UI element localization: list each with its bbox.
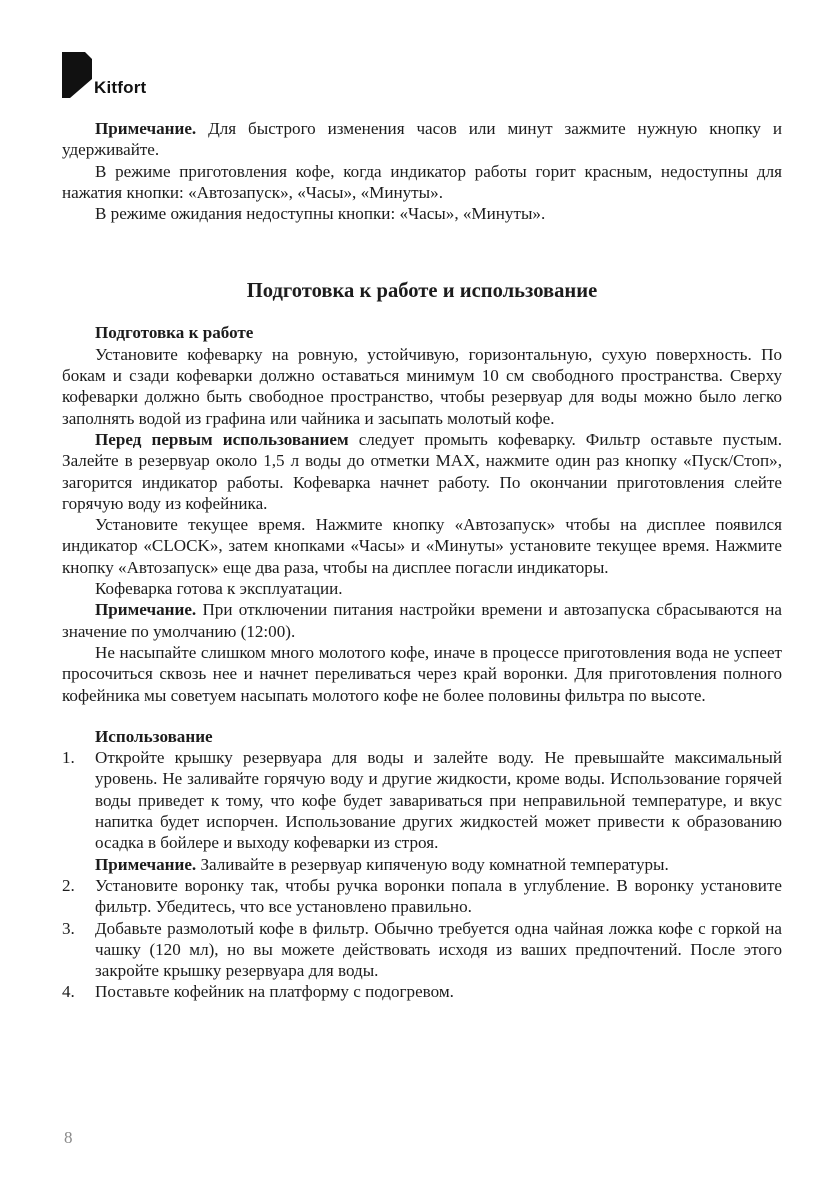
brand-logo — [62, 52, 172, 100]
paragraph: Установите текущее время. Нажмите кнопку «Автозапуск» чтобы на дисплее появился индикатор «CLOCK», затем кнопками «Часы» и «Минуты» установите текущее время. Нажмите кнопку «Автозапуск» еще два раза, чтобы на дисплее погасли индикаторы. — [62, 515, 782, 577]
brand-name: Kitfort — [94, 78, 147, 97]
section-title: Подготовка к работе и использование — [246, 280, 598, 303]
usage-note — [95, 854, 782, 875]
list-item-number: 4. — [62, 982, 75, 1002]
paragraph: Не насыпайте слишком много молотого кофе, иначе в процессе приготовления вода не успеет просочиться сквозь нее и начнет переливаться через край воронки. Для приготовления полного кофейника мы советуем насыпать молотого кофе не более половины фильтра по высоте. — [62, 642, 782, 705]
page-number: 8 — [64, 1128, 73, 1147]
list-item — [62, 918, 782, 982]
list-item-number: 1. — [62, 748, 75, 768]
paragraph-first-use — [62, 429, 782, 514]
subheading-preparation: Подготовка к работе — [95, 323, 254, 343]
prep-note — [62, 599, 782, 642]
list-item — [62, 875, 782, 918]
page-content — [62, 118, 782, 1003]
top-note-text: Для быстрого изменения часов или минут зажмите нужную кнопку и удерживайте. — [62, 119, 782, 160]
usage-note-label: Примечание. — [95, 854, 197, 874]
list-item — [62, 747, 782, 875]
paragraph: В режиме приготовления кофе, когда индикатор работы горит красным, недоступны для нажатия кнопки: «Автозапуск», «Часы», «Минуты». — [62, 161, 782, 202]
list-item-text: Добавьте размолотый кофе в фильтр. Обычно требуется одна чайная ложка кофе с горкой на чашку (120 мл), но вы можете действовать исходя из ваших предпочтений. После этого закройте крышку резервуара для воды. — [95, 918, 782, 981]
top-note-label: Примечание. — [95, 119, 197, 138]
prep-note-text: При отключении питания настройки времени и автозапуска сбрасываются на значение по умолчанию (12:00). — [62, 600, 782, 641]
kitfort-logo-mark-icon — [62, 52, 92, 98]
list-item-number: 2. — [62, 875, 75, 895]
subheading-usage: Использование — [95, 726, 213, 746]
list-item-number: 3. — [62, 918, 75, 938]
usage-steps-list — [62, 747, 782, 1003]
list-item-text: Откройте крышку резервуара для воды и залейте воду. Не превышайте максимальный уровень. Не заливайте горячую воду и другие жидкости, кроме воды. Использование горячей воды приведет к тому, что кофе будет завариваться при неправильной температуре, и вкус напитка будет испорчен. Использование других жидкостей может привести к образованию осадка в бойлере и выходу кофеварки из строя. — [95, 748, 782, 853]
first-use-label: Перед первым использованием — [95, 429, 349, 449]
list-item — [62, 981, 782, 1002]
list-item-text: Установите воронку так, чтобы ручка воронки попала в углубление. В воронку установите фильтр. Убедитесь, что все установлено правильно. — [95, 875, 782, 917]
usage-note-text: Заливайте в резервуар кипяченую воду комнатной температуры. — [196, 854, 669, 874]
list-item-text: Поставьте кофейник на платформу с подогревом. — [95, 982, 454, 1002]
paragraph: В режиме ожидания недоступны кнопки: «Часы», «Минуты». — [95, 204, 546, 224]
prep-note-label: Примечание. — [95, 600, 197, 620]
first-use-text: следует промыть кофеварку. Фильтр оставьте пустым. Залейте в резервуар около 1,5 л воды до отметки MAX, нажмите один раз кнопку «Пуск/Стоп», загорится индикатор работы. Кофеварка начнет работу. По окончании приготовления слейте горячую воду из кофейника. — [62, 429, 782, 513]
paragraph: Кофеварка готова к эксплуатации. — [95, 579, 343, 599]
paragraph: Установите кофеварку на ровную, устойчивую, горизонтальную, сухую поверхность. По бокам и сзади кофеварки должно оставаться минимум 10 см свободного пространства. Сверху кофеварки должно быть свободное пространство, чтобы резервуар для воды можно было легко заполнять водой из графина или чайника и засыпать молотый кофе. — [62, 344, 782, 428]
top-note — [62, 118, 782, 161]
